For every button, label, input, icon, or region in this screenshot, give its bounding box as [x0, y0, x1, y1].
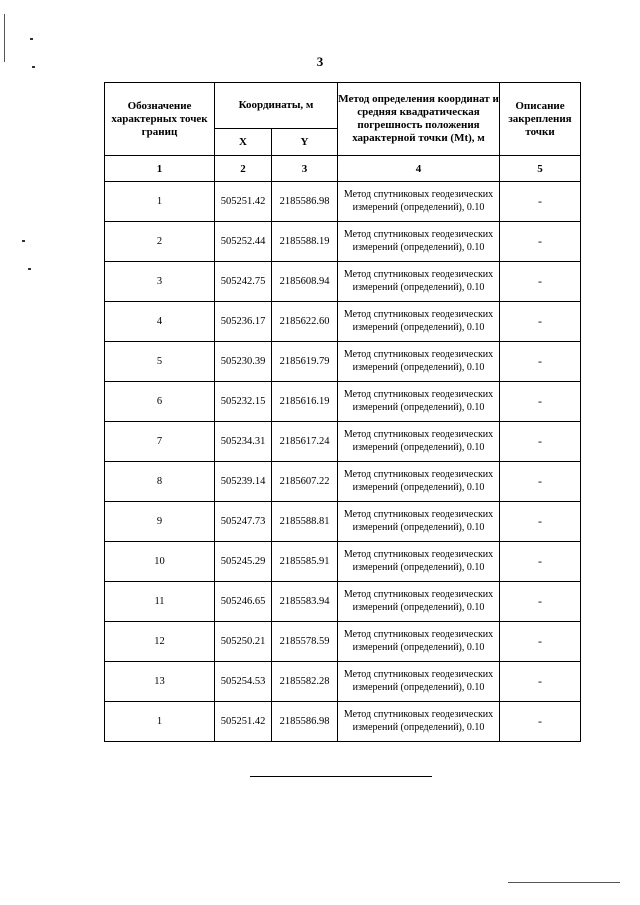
point-cell: 13	[105, 662, 215, 702]
table-row	[105, 462, 581, 502]
fixing-cell: -	[500, 622, 581, 662]
method-cell: Метод спутниковых геодезических измерений (определений), 0.10	[338, 622, 500, 662]
table-row	[105, 542, 581, 582]
point-cell: 8	[105, 462, 215, 502]
method-cell: Метод спутниковых геодезических измерений (определений), 0.10	[338, 502, 500, 542]
table-row	[105, 342, 581, 382]
fixing-cell: -	[500, 302, 581, 342]
x-cell: 505251.42	[215, 182, 272, 222]
header-fixing-description: Описание закрепления точки	[500, 83, 581, 156]
method-cell: Метод спутниковых геодезических измерений (определений), 0.10	[338, 462, 500, 502]
header-point-designation: Обозначение характерных точек границ	[105, 83, 215, 156]
x-cell: 505251.42	[215, 702, 272, 742]
x-cell: 505232.15	[215, 382, 272, 422]
table-row	[105, 662, 581, 702]
method-cell: Метод спутниковых геодезических измерений (определений), 0.10	[338, 182, 500, 222]
end-of-text-line	[250, 776, 432, 777]
x-cell: 505250.21	[215, 622, 272, 662]
x-cell: 505239.14	[215, 462, 272, 502]
column-number: 5	[500, 156, 581, 182]
method-cell: Метод спутниковых геодезических измерений (определений), 0.10	[338, 582, 500, 622]
y-cell: 2185619.79	[272, 342, 338, 382]
y-cell: 2185588.19	[272, 222, 338, 262]
y-cell: 2185585.91	[272, 542, 338, 582]
x-cell: 505246.65	[215, 582, 272, 622]
table-row	[105, 622, 581, 662]
fixing-cell: -	[500, 382, 581, 422]
point-cell: 1	[105, 702, 215, 742]
table-row	[105, 222, 581, 262]
fixing-cell: -	[500, 462, 581, 502]
x-cell: 505245.29	[215, 542, 272, 582]
scan-speck	[32, 66, 35, 68]
scan-edge-mark	[4, 14, 5, 62]
method-cell: Метод спутниковых геодезических измерений (определений), 0.10	[338, 662, 500, 702]
header-y: Y	[272, 129, 338, 156]
y-cell: 2185583.94	[272, 582, 338, 622]
column-number: 3	[272, 156, 338, 182]
header-x: X	[215, 129, 272, 156]
header-coordinates-group: Координаты, м	[215, 83, 338, 129]
x-cell: 505234.31	[215, 422, 272, 462]
point-cell: 7	[105, 422, 215, 462]
column-numbers-row	[105, 156, 581, 182]
method-cell: Метод спутниковых геодезических измерений (определений), 0.10	[338, 702, 500, 742]
header-method: Метод определения координат и средняя квадратическая погрешность положения характерной точки (Mt), м	[338, 83, 500, 156]
point-cell: 2	[105, 222, 215, 262]
column-number: 1	[105, 156, 215, 182]
column-number: 4	[338, 156, 500, 182]
fixing-cell: -	[500, 262, 581, 302]
fixing-cell: -	[500, 222, 581, 262]
table-row	[105, 382, 581, 422]
point-cell: 1	[105, 182, 215, 222]
table-row	[105, 182, 581, 222]
y-cell: 2185622.60	[272, 302, 338, 342]
scan-speck	[28, 268, 31, 270]
method-cell: Метод спутниковых геодезических измерений (определений), 0.10	[338, 302, 500, 342]
point-cell: 5	[105, 342, 215, 382]
point-cell: 11	[105, 582, 215, 622]
y-cell: 2185578.59	[272, 622, 338, 662]
y-cell: 2185582.28	[272, 662, 338, 702]
point-cell: 10	[105, 542, 215, 582]
fixing-cell: -	[500, 422, 581, 462]
method-cell: Метод спутниковых геодезических измерений (определений), 0.10	[338, 262, 500, 302]
point-cell: 9	[105, 502, 215, 542]
x-cell: 505236.17	[215, 302, 272, 342]
method-cell: Метод спутниковых геодезических измерений (определений), 0.10	[338, 542, 500, 582]
y-cell: 2185607.22	[272, 462, 338, 502]
point-cell: 3	[105, 262, 215, 302]
scan-speck	[22, 240, 25, 242]
table-row	[105, 702, 581, 742]
footer-scan-line	[508, 882, 620, 883]
y-cell: 2185608.94	[272, 262, 338, 302]
x-cell: 505242.75	[215, 262, 272, 302]
coordinates-table	[104, 82, 581, 742]
fixing-cell: -	[500, 702, 581, 742]
table-row	[105, 262, 581, 302]
x-cell: 505230.39	[215, 342, 272, 382]
x-cell: 505247.73	[215, 502, 272, 542]
column-number: 2	[215, 156, 272, 182]
table-row	[105, 582, 581, 622]
fixing-cell: -	[500, 342, 581, 382]
page-number: 3	[316, 54, 324, 69]
y-cell: 2185616.19	[272, 382, 338, 422]
y-cell: 2185617.24	[272, 422, 338, 462]
y-cell: 2185586.98	[272, 702, 338, 742]
table-row	[105, 422, 581, 462]
method-cell: Метод спутниковых геодезических измерений (определений), 0.10	[338, 222, 500, 262]
method-cell: Метод спутниковых геодезических измерений (определений), 0.10	[338, 342, 500, 382]
method-cell: Метод спутниковых геодезических измерений (определений), 0.10	[338, 422, 500, 462]
table-row	[105, 302, 581, 342]
x-cell: 505252.44	[215, 222, 272, 262]
fixing-cell: -	[500, 662, 581, 702]
scan-speck	[30, 38, 33, 40]
point-cell: 12	[105, 622, 215, 662]
fixing-cell: -	[500, 582, 581, 622]
x-cell: 505254.53	[215, 662, 272, 702]
fixing-cell: -	[500, 502, 581, 542]
point-cell: 4	[105, 302, 215, 342]
table-row	[105, 502, 581, 542]
y-cell: 2185588.81	[272, 502, 338, 542]
method-cell: Метод спутниковых геодезических измерений (определений), 0.10	[338, 382, 500, 422]
point-cell: 6	[105, 382, 215, 422]
fixing-cell: -	[500, 182, 581, 222]
y-cell: 2185586.98	[272, 182, 338, 222]
fixing-cell: -	[500, 542, 581, 582]
